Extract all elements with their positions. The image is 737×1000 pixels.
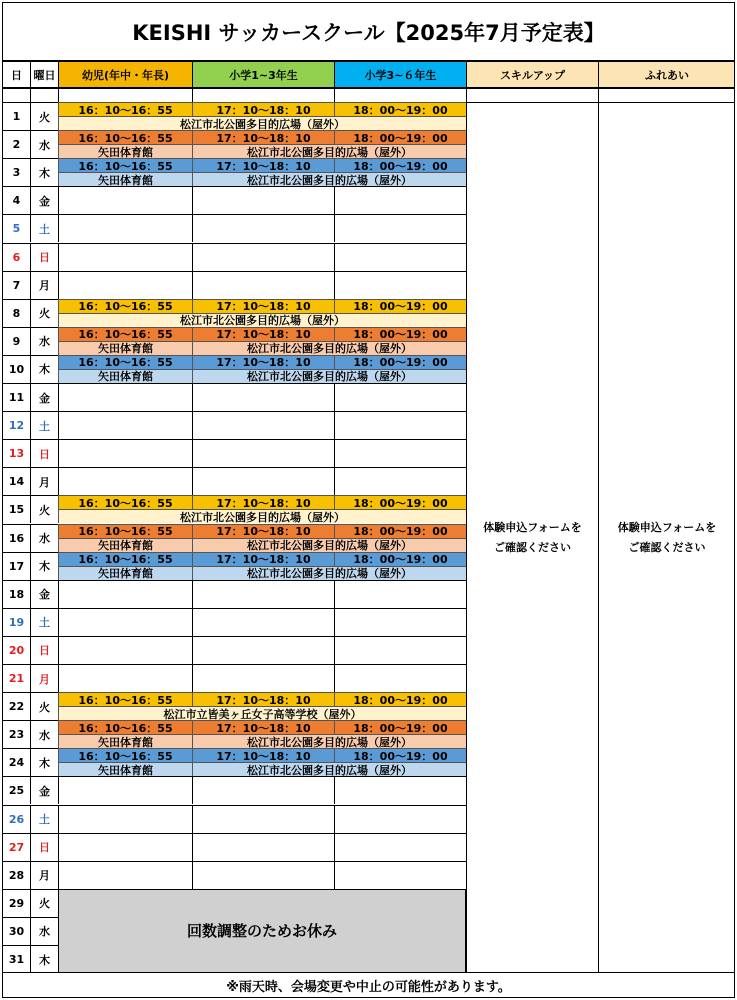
empty-cell xyxy=(192,383,334,411)
date-cell: 15 xyxy=(2,495,30,523)
date-cell: 18 xyxy=(2,580,30,608)
date-cell: 24 xyxy=(2,748,30,776)
venue-label-kids: 矢田体育館 xyxy=(58,538,192,552)
time-elem-high: 18：00～19：00 xyxy=(334,748,466,762)
venue-label-kids: 矢田体育館 xyxy=(58,734,192,748)
venue-label: 松江市立皆美ヶ丘女子高等学校（屋外） xyxy=(58,706,466,720)
empty-cell xyxy=(192,411,334,439)
venue-label-kids: 矢田体育館 xyxy=(58,566,192,580)
time-elem-low: 17：10～18：10 xyxy=(192,130,334,144)
time-kids: 16：10～16：55 xyxy=(58,720,192,734)
venue-label-kids: 矢田体育館 xyxy=(58,762,192,776)
weekday-cell: 日 xyxy=(30,833,58,861)
time-elem-high: 18：00～19：00 xyxy=(334,327,466,341)
date-cell: 8 xyxy=(2,299,30,327)
empty-cell xyxy=(192,776,334,804)
date-cell: 7 xyxy=(2,271,30,299)
date-cell: 16 xyxy=(2,524,30,552)
date-cell: 6 xyxy=(2,243,30,271)
empty-cell xyxy=(192,580,334,608)
weekday-cell: 木 xyxy=(30,355,58,383)
weekday-cell: 水 xyxy=(30,917,58,945)
date-cell: 22 xyxy=(2,692,30,720)
weekday-cell: 月 xyxy=(30,664,58,692)
schedule-sheet xyxy=(2,2,735,998)
time-elem-low: 17：10～18：10 xyxy=(192,748,334,762)
time-elem-high: 18：00～19：00 xyxy=(334,552,466,566)
weekday-cell: 火 xyxy=(30,299,58,327)
weekday-cell: 月 xyxy=(30,467,58,495)
empty-cell xyxy=(192,186,334,214)
date-cell: 21 xyxy=(2,664,30,692)
weekday-cell: 木 xyxy=(30,945,58,973)
skillup-note-line: 体験申込フォームを xyxy=(483,521,582,535)
weekday-cell: 土 xyxy=(30,411,58,439)
header-elem-high: 小学3~６年生 xyxy=(334,61,466,88)
venue-label-elem: 松江市北公園多目的広場（屋外） xyxy=(192,172,466,186)
weekday-cell: 日 xyxy=(30,636,58,664)
date-cell: 2 xyxy=(2,130,30,158)
skillup-note-line: ご確認ください xyxy=(493,541,571,555)
time-elem-low: 17：10～18：10 xyxy=(192,720,334,734)
weekday-cell: 火 xyxy=(30,102,58,130)
date-cell: 26 xyxy=(2,805,30,833)
empty-cell xyxy=(334,411,466,439)
date-cell: 27 xyxy=(2,833,30,861)
date-cell: 12 xyxy=(2,411,30,439)
empty-cell xyxy=(58,467,192,495)
empty-cell xyxy=(192,271,334,299)
weekday-cell: 火 xyxy=(30,692,58,720)
header-skillup: スキルアップ xyxy=(466,61,598,88)
venue-label-elem: 松江市北公園多目的広場（屋外） xyxy=(192,734,466,748)
date-cell: 30 xyxy=(2,917,30,945)
page-title: KEISHI サッカースクール【2025年7月予定表】 xyxy=(2,2,735,61)
empty-cell xyxy=(58,805,192,833)
empty-cell xyxy=(58,636,192,664)
time-kids: 16：10～16：55 xyxy=(58,748,192,762)
spacer-cell xyxy=(192,88,334,102)
time-kids: 16：10～16：55 xyxy=(58,552,192,566)
closure-notice: 回数調整のためお休み xyxy=(58,889,466,973)
empty-cell xyxy=(334,580,466,608)
empty-cell xyxy=(334,186,466,214)
weekday-cell: 金 xyxy=(30,186,58,214)
empty-cell xyxy=(58,776,192,804)
weekday-cell: 木 xyxy=(30,552,58,580)
time-elem-high: 18：00～19：00 xyxy=(334,495,466,509)
time-kids: 16：10～16：55 xyxy=(58,327,192,341)
time-kids: 16：10～16：55 xyxy=(58,158,192,172)
time-elem-high: 18：00～19：00 xyxy=(334,158,466,172)
empty-cell xyxy=(58,833,192,861)
empty-cell xyxy=(58,271,192,299)
empty-cell xyxy=(192,861,334,889)
rain-note: ※雨天時、会場変更や中止の可能性があります。 xyxy=(2,972,735,998)
empty-cell xyxy=(58,861,192,889)
empty-cell xyxy=(334,833,466,861)
venue-label-kids: 矢田体育館 xyxy=(58,172,192,186)
empty-cell xyxy=(58,580,192,608)
spacer-cell xyxy=(466,88,598,102)
time-elem-high: 18：00～19：00 xyxy=(334,524,466,538)
time-elem-low: 17：10～18：10 xyxy=(192,327,334,341)
time-elem-low: 17：10～18：10 xyxy=(192,158,334,172)
weekday-cell: 日 xyxy=(30,439,58,467)
empty-cell xyxy=(334,805,466,833)
fureai-note-line: ご確認ください xyxy=(628,541,706,555)
time-kids: 16：10～16：55 xyxy=(58,355,192,369)
empty-cell xyxy=(334,776,466,804)
fureai-note-text xyxy=(618,518,716,558)
weekday-cell: 水 xyxy=(30,327,58,355)
time-elem-low: 17：10～18：10 xyxy=(192,102,334,116)
empty-cell xyxy=(192,805,334,833)
weekday-cell: 土 xyxy=(30,608,58,636)
empty-cell xyxy=(334,861,466,889)
date-cell: 14 xyxy=(2,467,30,495)
empty-cell xyxy=(334,608,466,636)
time-kids: 16：10～16：55 xyxy=(58,495,192,509)
skillup-note xyxy=(466,102,598,973)
time-elem-low: 17：10～18：10 xyxy=(192,355,334,369)
time-kids: 16：10～16：55 xyxy=(58,524,192,538)
venue-label-elem: 松江市北公園多目的広場（屋外） xyxy=(192,341,466,355)
empty-cell xyxy=(58,186,192,214)
time-elem-low: 17：10～18：10 xyxy=(192,299,334,313)
weekday-cell: 金 xyxy=(30,776,58,804)
venue-label-kids: 矢田体育館 xyxy=(58,369,192,383)
spacer-cell xyxy=(598,88,735,102)
venue-label-elem: 松江市北公園多目的広場（屋外） xyxy=(192,762,466,776)
time-kids: 16：10～16：55 xyxy=(58,102,192,116)
empty-cell xyxy=(58,411,192,439)
empty-cell xyxy=(334,243,466,271)
date-cell: 5 xyxy=(2,214,30,242)
weekday-cell: 水 xyxy=(30,524,58,552)
weekday-cell: 月 xyxy=(30,861,58,889)
empty-cell xyxy=(58,664,192,692)
empty-cell xyxy=(334,271,466,299)
time-elem-high: 18：00～19：00 xyxy=(334,299,466,313)
venue-label-kids: 矢田体育館 xyxy=(58,341,192,355)
empty-cell xyxy=(192,664,334,692)
weekday-cell: 土 xyxy=(30,214,58,242)
date-cell: 19 xyxy=(2,608,30,636)
time-elem-low: 17：10～18：10 xyxy=(192,552,334,566)
venue-label: 松江市北公園多目的広場（屋外） xyxy=(58,509,466,523)
weekday-cell: 月 xyxy=(30,271,58,299)
time-elem-low: 17：10～18：10 xyxy=(192,495,334,509)
empty-cell xyxy=(58,383,192,411)
date-cell: 29 xyxy=(2,889,30,917)
skillup-note-text xyxy=(483,518,581,558)
date-cell: 28 xyxy=(2,861,30,889)
date-cell: 1 xyxy=(2,102,30,130)
date-cell: 10 xyxy=(2,355,30,383)
time-elem-low: 17：10～18：10 xyxy=(192,692,334,706)
fureai-note xyxy=(598,102,735,973)
date-cell: 11 xyxy=(2,383,30,411)
empty-cell xyxy=(192,636,334,664)
venue-label-kids: 矢田体育館 xyxy=(58,144,192,158)
venue-label: 松江市北公園多目的広場（屋外） xyxy=(58,313,466,327)
time-elem-high: 18：00～19：00 xyxy=(334,692,466,706)
fureai-note-line: 体験申込フォームを xyxy=(617,521,717,535)
empty-cell xyxy=(58,243,192,271)
date-cell: 20 xyxy=(2,636,30,664)
empty-cell xyxy=(334,467,466,495)
date-cell: 13 xyxy=(2,439,30,467)
spacer-cell xyxy=(334,88,466,102)
header-kids: 幼児(年中・年長) xyxy=(58,61,192,88)
header-fureai: ふれあい xyxy=(598,61,735,88)
weekday-cell: 日 xyxy=(30,243,58,271)
empty-cell xyxy=(58,608,192,636)
spacer-cell xyxy=(30,88,58,102)
venue-label: 松江市北公園多目的広場（屋外） xyxy=(58,116,466,130)
empty-cell xyxy=(192,439,334,467)
time-elem-high: 18：00～19：00 xyxy=(334,355,466,369)
date-cell: 9 xyxy=(2,327,30,355)
empty-cell xyxy=(334,214,466,242)
empty-cell xyxy=(192,243,334,271)
empty-cell xyxy=(334,664,466,692)
weekday-cell: 火 xyxy=(30,889,58,917)
weekday-cell: 火 xyxy=(30,495,58,523)
venue-label-elem: 松江市北公園多目的広場（屋外） xyxy=(192,566,466,580)
time-elem-high: 18：00～19：00 xyxy=(334,102,466,116)
weekday-cell: 金 xyxy=(30,383,58,411)
time-kids: 16：10～16：55 xyxy=(58,299,192,313)
empty-cell xyxy=(334,636,466,664)
venue-label-elem: 松江市北公園多目的広場（屋外） xyxy=(192,369,466,383)
venue-label-elem: 松江市北公園多目的広場（屋外） xyxy=(192,538,466,552)
time-elem-low: 17：10～18：10 xyxy=(192,524,334,538)
spacer-cell xyxy=(2,88,30,102)
date-cell: 31 xyxy=(2,945,30,973)
spacer-cell xyxy=(58,88,192,102)
empty-cell xyxy=(58,439,192,467)
empty-cell xyxy=(192,833,334,861)
date-cell: 25 xyxy=(2,776,30,804)
weekday-cell: 水 xyxy=(30,130,58,158)
header-weekday: 曜日 xyxy=(30,61,58,88)
venue-label-elem: 松江市北公園多目的広場（屋外） xyxy=(192,144,466,158)
header-elem-low: 小学1~3年生 xyxy=(192,61,334,88)
weekday-cell: 木 xyxy=(30,748,58,776)
date-cell: 23 xyxy=(2,720,30,748)
empty-cell xyxy=(58,214,192,242)
time-elem-high: 18：00～19：00 xyxy=(334,720,466,734)
weekday-cell: 木 xyxy=(30,158,58,186)
time-elem-high: 18：00～19：00 xyxy=(334,130,466,144)
empty-cell xyxy=(334,439,466,467)
header-date: 日 xyxy=(2,61,30,88)
empty-cell xyxy=(192,467,334,495)
time-kids: 16：10～16：55 xyxy=(58,692,192,706)
empty-cell xyxy=(192,214,334,242)
weekday-cell: 土 xyxy=(30,805,58,833)
empty-cell xyxy=(192,608,334,636)
date-cell: 4 xyxy=(2,186,30,214)
weekday-cell: 水 xyxy=(30,720,58,748)
date-cell: 17 xyxy=(2,552,30,580)
weekday-cell: 金 xyxy=(30,580,58,608)
time-kids: 16：10～16：55 xyxy=(58,130,192,144)
empty-cell xyxy=(334,383,466,411)
date-cell: 3 xyxy=(2,158,30,186)
